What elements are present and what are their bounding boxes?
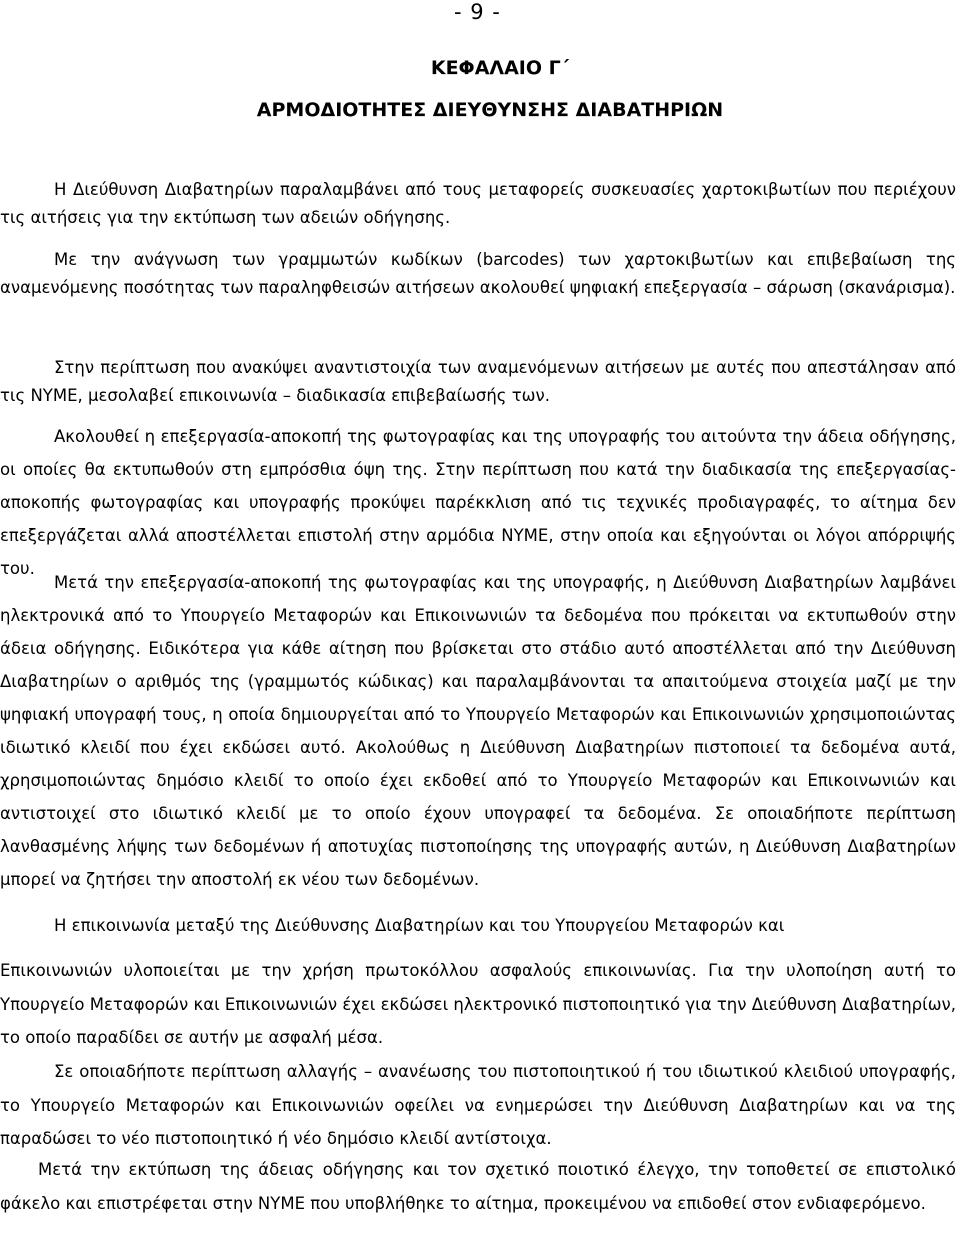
paragraph-scanning: [0, 246, 956, 302]
paragraph-text: Επικοινωνιών υλοποιείται με την χρήση πρωτοκόλλου ασφαλούς επικοινωνίας. Για την υλοποίηση αυτή το Υπουργείο Μεταφορών και Επικοινωνιών έχει εκδώσει ηλεκτρονικό πιστοποιητικό για την Διεύθυνση Διαβατηρίων, το οποίο παραδίδει σε αυτήν με ασφαλή μέσα.: [0, 961, 956, 1047]
paragraph-communication-intro: [0, 912, 956, 940]
paragraph-text: Μετά την εκτύπωση της άδειας οδήγησης και τον σχετικό ποιοτικό έλεγχο, την τοποθετεί σε επιστολικό φάκελο και επιστρέφεται στην ΝΥΜΕ που υποβλήθηκε το αίτημα, προκειμένου να επιδοθεί στον ενδιαφερόμενο.: [0, 1160, 956, 1213]
paragraph-text: Μετά την επεξεργασία-αποκοπή της φωτογραφίας και της υπογραφής, η Διεύθυνση Διαβατηρίων λαμβάνει ηλεκτρονικά από το Υπουργείο Μεταφορών και Επικοινωνιών τα δεδομένα που πρόκειται να εκτυπωθούν στην άδεια οδήγησης. Ειδικότερα για κάθε αίτηση που βρίσκεται στο στάδιο αυτό αποστέλλεται από την Διεύθυνση Διαβατηρίων ο αριθμός της (γραμμωτός κώδικας) και παραλαμβάνονται τα απαιτούμενα στοιχεία μαζί με την ψηφιακή υπογραφή τους, η οποία δημιουργείται από το Υπουργείο Μεταφορών και Επικοινωνιών χρησιμοποιώντας ιδιωτικό κλειδί που έχει εκδώσει αυτό. Ακολούθως η Διεύθυνση Διαβατηρίων πιστοποιεί τα δεδομένα αυτά, χρησιμοποιώντας δημόσιο κλειδί το οποίο έχει εκδοθεί από το Υπουργείο Μεταφορών και Επικοινωνιών και αντιστοιχεί στο ιδιωτικό κλειδί με το οποίο έχουν υπογραφεί τα δεδομένα. Σε οποιαδήποτε περίπτωση λανθασμένης λήψης των δεδομένων ή αποτυχίας πιστοποίησης της υπογραφής αυτών, η Διεύθυνση Διαβατηρίων μπορεί να ζητήσει την αποστολή εκ νέου των δεδομένων.: [0, 573, 956, 889]
paragraph-data-transfer: [0, 566, 956, 896]
page-number: - 9 -: [454, 0, 501, 24]
paragraph-text: Ακολουθεί η επεξεργασία-αποκοπή της φωτογραφίας και της υπογραφής του αιτούντα την άδεια οδήγησης, οι οποίες θα εκτυπωθούν στη εμπρόσθια όψη της. Στην περίπτωση που κατά την διαδικασία της επεξεργασίας-αποκοπής φωτογραφίας και υπογραφής προκύψει παρέκκλιση από τις τεχνικές προδιαγραφές, το αίτημα δεν επεξεργάζεται αλλά αποστέλλεται επιστολή στην αρμόδια ΝΥΜΕ, στην οποία και εξηγούνται οι λόγοι απόρριψής του.: [0, 427, 956, 578]
paragraph-text: Στην περίπτωση που ανακύψει αναντιστοιχία των αναμενόμενων αιτήσεων με αυτές που απεστάλησαν από τις ΝΥΜΕ, μεσολαβεί επικοινωνία – διαδικασία επιβεβαίωσής των.: [0, 358, 956, 405]
paragraph-text: Σε οποιαδήποτε περίπτωση αλλαγής – ανανέωσης του πιστοποιητικού ή του ιδιωτικού κλειδιού υπογραφής, το Υπουργείο Μεταφορών και Επικοινωνιών οφείλει να ενημερώσει την Διεύθυνση Διαβατηρίων και να της παραδώσει το νέο πιστοποιητικό ή νέο δημόσιο κλειδί αντίστοιχα.: [0, 1062, 956, 1148]
paragraph-secure-protocol: [0, 954, 956, 1055]
paragraph-text: Με την ανάγνωση των γραμμωτών κωδίκων (barcodes) των χαρτοκιβωτίων και επιβεβαίωση της αναμενόμενης ποσότητας των παραληφθεισών αιτήσεων ακολουθεί ψηφιακή επεξεργασία – σάρωση (σκανάρισμα).: [0, 250, 956, 297]
paragraph-text: Η επικοινωνία μεταξύ της Διεύθυνσης Διαβατηρίων και του Υπουργείου Μεταφορών και: [54, 916, 785, 935]
paragraph-receipt: [0, 176, 956, 232]
section-heading: ΑΡΜΟΔΙΟΤΗΤΕΣ ΔΙΕΥΘΥΝΣΗΣ ΔΙΑΒΑΤΗΡΙΩΝ: [256, 99, 724, 121]
paragraph-mismatch: [0, 354, 956, 410]
paragraph-photo-signature: [0, 420, 956, 585]
paragraph-text: Η Διεύθυνση Διαβατηρίων παραλαμβάνει από τους μεταφορείς συσκευασίες χαρτοκιβωτίων που περιέχουν τις αιτήσεις για την εκτύπωση των αδειών οδήγησης.: [0, 180, 956, 227]
paragraph-return: [0, 1153, 956, 1220]
chapter-title: ΚΕΦΑΛΑΙΟ Γ΄: [430, 57, 570, 79]
paragraph-certificate-renewal: [0, 1055, 956, 1156]
